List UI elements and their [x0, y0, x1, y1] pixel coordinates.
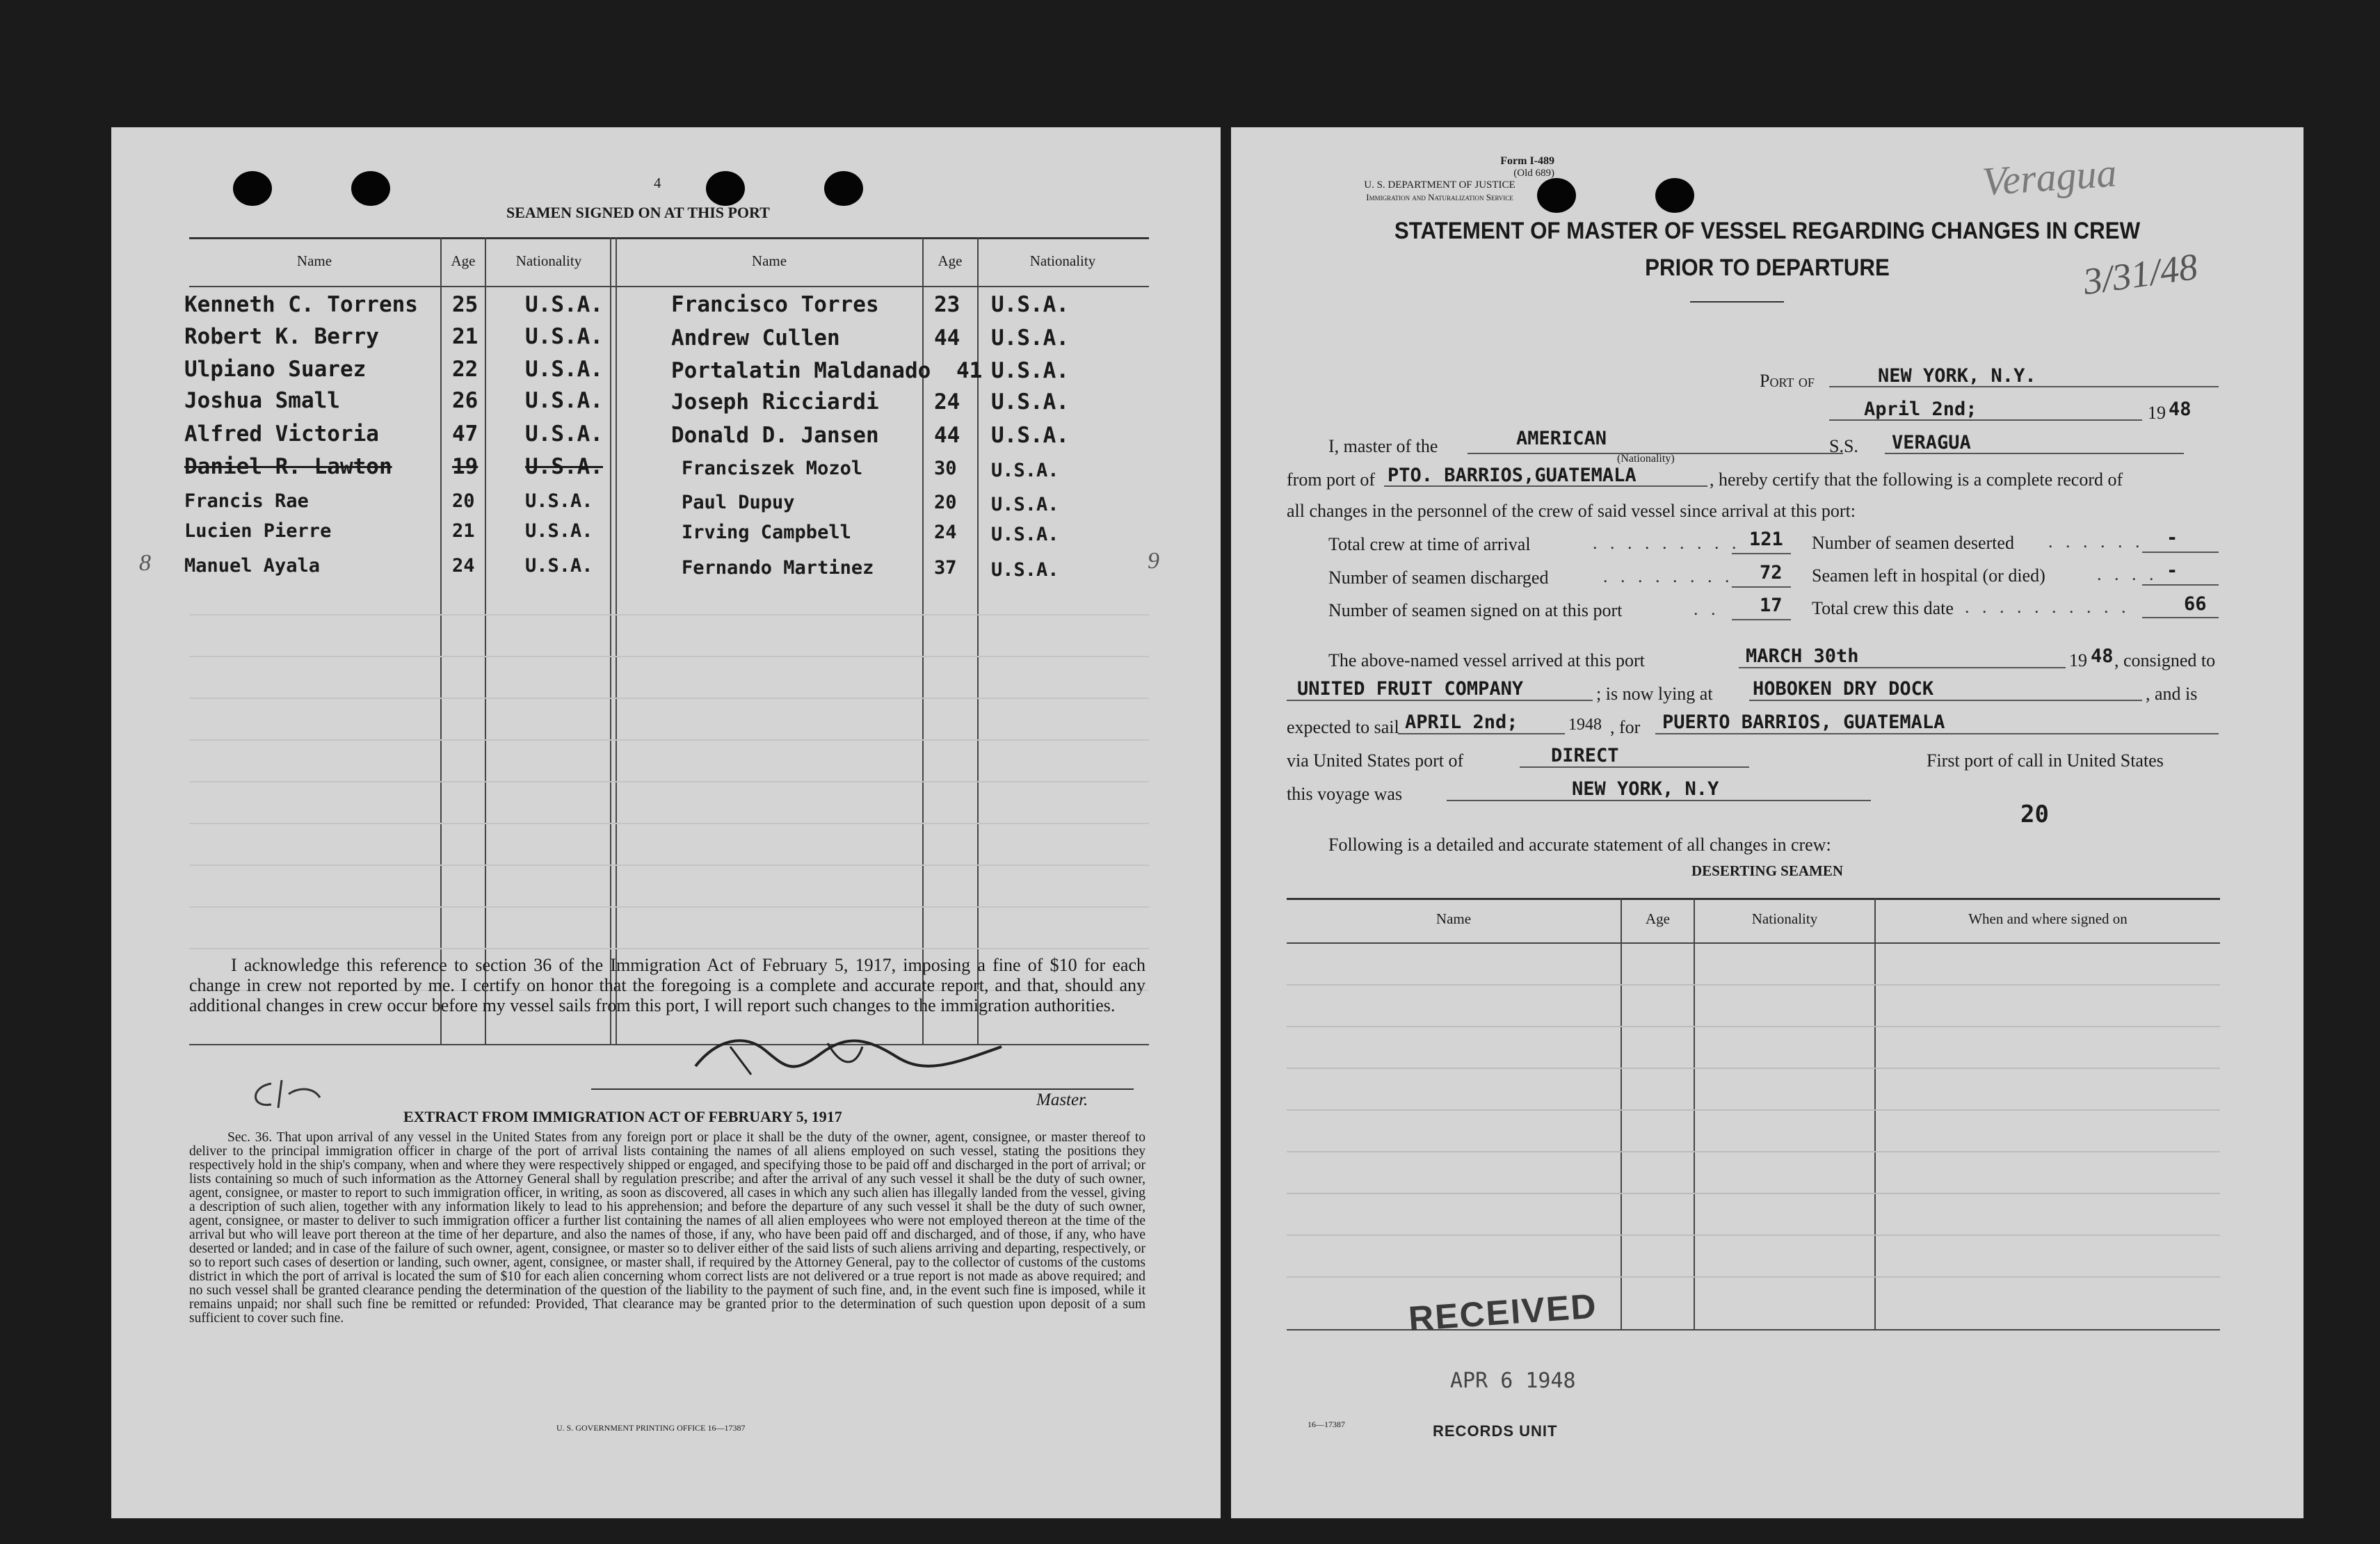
col-header-age: Age — [451, 252, 476, 269]
seaman-nationality: U.S.A. — [525, 357, 603, 382]
row-rule — [189, 948, 1149, 949]
year-value: 48 — [2169, 399, 2192, 420]
seaman-nationality: U.S.A. — [991, 460, 1059, 481]
column-rule — [485, 237, 486, 1044]
seaman-age: 22 — [452, 357, 479, 382]
records-unit-stamp: RECORDS UNIT — [1433, 1422, 1558, 1440]
stat-value: - — [2166, 560, 2178, 581]
table-top-rule — [189, 237, 1149, 239]
stat-value: 66 — [2184, 593, 2207, 615]
header-rule — [189, 286, 1149, 287]
seaman-age: 44 — [934, 325, 960, 351]
stat-label: Number of seamen discharged — [1328, 568, 1549, 588]
nationality-value: AMERICAN — [1516, 428, 1607, 449]
seaman-nationality: U.S.A. — [991, 423, 1069, 448]
field-underline — [1829, 419, 2142, 421]
col-header-age: Age — [1646, 910, 1670, 927]
form-title: STATEMENT OF MASTER OF VESSEL REGARDING CHANGES IN CREW — [1394, 218, 2141, 244]
column-rule — [1874, 898, 1876, 1329]
page-number: 4 — [654, 175, 661, 191]
port-of-label: Port of — [1760, 371, 1815, 391]
seaman-name: Manuel Ayala — [184, 555, 321, 577]
expected-label: expected to sail — [1287, 717, 1399, 737]
seaman-nationality: U.S.A. — [991, 524, 1059, 545]
seaman-name: Kenneth C. Torrens — [184, 292, 418, 317]
seaman-age: 20 — [452, 490, 475, 512]
seaman-name: Joseph Ricciardi — [671, 389, 879, 415]
sail-date: APRIL 2nd; — [1405, 711, 1518, 733]
seaman-age: 44 — [934, 423, 960, 448]
field-underline — [1885, 453, 2184, 454]
following-text: Following is a detailed and accurate statement of all changes in crew: — [1328, 835, 1831, 855]
row-rule — [189, 739, 1149, 741]
row-rule — [1287, 1235, 2220, 1236]
seaman-name: Franciszek Mozol — [682, 458, 863, 479]
punch-hole — [824, 171, 863, 206]
handwritten-vessel-name: Veragua — [1980, 150, 2118, 204]
handwritten-date: 3/31/48 — [2080, 245, 2201, 303]
col-header-name: Name — [296, 252, 332, 269]
nationality-caption: (Nationality) — [1617, 453, 1675, 465]
row-rule — [189, 698, 1149, 699]
leader-dots: . . . . — [2097, 564, 2158, 584]
certify-text: , hereby certify that the following is a complete record of — [1710, 469, 2123, 490]
leader-dots: . . . . . . . . . . — [1965, 597, 2130, 617]
stat-label: Total crew this date — [1812, 598, 1954, 618]
master-label: Master. — [1036, 1091, 1088, 1109]
seaman-age: 24 — [934, 389, 960, 415]
lying-at-value: HOBOKEN DRY DOCK — [1753, 678, 1934, 700]
seaman-name-struck: Daniel R. Lawton — [184, 454, 392, 479]
stat-label: Number of seamen signed on at this port — [1328, 600, 1623, 620]
row-rule — [189, 656, 1149, 657]
seaman-nationality: U.S.A. — [525, 324, 603, 349]
row-rule — [1287, 1068, 2220, 1069]
vessel-name: VERAGUA — [1892, 432, 1971, 453]
col-header-signed-on: When and where signed on — [1968, 910, 2128, 927]
seaman-age: 25 — [452, 292, 479, 317]
section-36-text: Sec. 36. That upon arrival of any vessel in the United States from any foreign port or place it shall be the duty of the owner, agent, consignee, or master thereof to deliver to the principal immigration officer in charge of the port of arrival lists containing the names of all aliens employed on such vessel, stating the positions they respectively hold in the ship's company, when and where they were respectively shipped or engaged, and specifying those to be paid off and discharged in the port of arrival; or lists containing so much of such information as the Attorney General shall by regulation prescribe; and after the arrival of any such vessel it shall be the duty of such owner, agent, consignee, or master to report to such immigration officer, in writing, as soon as discovered, all cases in which any such alien has illegally landed from the vessel, giving a description of such alien, together with any information likely to lead to his apprehension; and before the departure of any such vessel it shall be the duty of such owner, agent, consignee, or master to deliver to such immigration officer a further list containing the names of all alien employees who were not employed thereon at the time of the arrival but who will leave port thereon at the time of her departure, and also the names of those, if any, who have been paid off and discharged, and of those, if any, who have deserted or landed; and in case of the failure of such owner, agent, consignee, or master so to deliver either of the said lists of such aliens arriving and departing, respectively, or so to report such cases of desertion or landing, such owner, agent, consignee, or master shall, if required by the Attorney General, pay to the collector of customs of the customs district in which the port of arrival is located the sum of $10 for each alien concerning whom correct lists are not delivered or a true report is not made as above required; and no such vessel shall be granted clearance pending the determination of the question of the liability to the payment of such fine, and, in the event such fine is imposed, while it remains unpaid; nor shall such fine be remitted or refunded: Provided, That clearance may be granted prior to the determination of such question upon deposit of a sum sufficient to cover such fine. — [189, 1130, 1145, 1326]
signature-line — [591, 1088, 1134, 1090]
row-rule — [1287, 984, 2220, 986]
this-voyage-label: this voyage was — [1287, 784, 1403, 804]
seaman-nationality: U.S.A. — [525, 292, 603, 317]
row-rule — [1287, 1109, 2220, 1111]
punch-hole — [351, 171, 390, 206]
for-label: , for — [1610, 717, 1641, 737]
leader-dots: . . . . . . . . — [1603, 566, 1734, 586]
leader-dots: . . — [1694, 599, 1720, 619]
seaman-nationality-struck: U.S.A. — [525, 454, 603, 479]
seaman-age: 26 — [452, 388, 479, 413]
received-stamp: RECEIVED — [1407, 1286, 1599, 1339]
seaman-nationality: U.S.A. — [991, 292, 1069, 317]
col-header-age: Age — [938, 252, 963, 269]
seaman-name: Lucien Pierre — [184, 520, 332, 542]
arrived-year: 48 — [2091, 645, 2114, 667]
seaman-nationality: U.S.A. — [525, 421, 603, 447]
stat-label: Total crew at time of arrival — [1328, 534, 1531, 554]
stat-value: 72 — [1760, 562, 1783, 584]
seaman-age: 30 — [934, 458, 957, 479]
first-port-label: First port of call in United States — [1927, 750, 2164, 771]
seaman-nationality: U.S.A. — [525, 388, 603, 413]
stat-value: 121 — [1749, 529, 1783, 550]
stat-value: 17 — [1760, 595, 1783, 616]
margin-mark: 9 — [1148, 548, 1159, 574]
sail-year: 1948 — [1568, 716, 1602, 734]
seaman-age: 24 — [452, 555, 475, 577]
column-rule — [610, 237, 611, 1044]
margin-mark: 8 — [139, 550, 151, 576]
seaman-name: Irving Campbell — [682, 522, 851, 543]
seaman-nationality: U.S.A. — [991, 494, 1059, 515]
leader-dots: . . . . . . . . . — [1593, 533, 1741, 553]
consignee-value: UNITED FRUIT COMPANY — [1297, 678, 1524, 700]
field-underline — [2142, 617, 2219, 618]
col-header-nationality: Nationality — [1029, 252, 1096, 269]
row-rule — [189, 781, 1149, 782]
seaman-name: Fernando Martinez — [682, 557, 874, 579]
seaman-name: Portalatin Maldanado — [671, 358, 931, 383]
seaman-name: Francis Rae — [184, 490, 309, 512]
seaman-age: 24 — [934, 522, 957, 543]
arrived-label: The above-named vessel arrived at this port — [1328, 650, 1645, 670]
seaman-name: Robert K. Berry — [184, 324, 379, 349]
column-rule — [616, 237, 617, 1044]
title-rule — [1690, 301, 1784, 303]
via-label: via United States port of — [1287, 750, 1464, 771]
year-prefix: 19 — [2148, 403, 2166, 423]
stat-label: Number of seamen deserted — [1812, 533, 2014, 553]
seaman-age-struck: 19 — [452, 454, 479, 479]
field-underline — [2142, 552, 2219, 553]
seaman-name: Alfred Victoria — [184, 421, 379, 447]
received-date-stamp: APR 6 1948 — [1450, 1369, 1576, 1393]
year-prefix: 19 — [2069, 650, 2087, 670]
form-number: Form I-489 — [1500, 155, 1554, 167]
margin-number: 20 — [2020, 801, 2049, 828]
field-underline — [1732, 619, 1791, 620]
printer-line: 16—17387 — [1308, 1420, 1345, 1429]
via-port-value: DIRECT — [1551, 745, 1619, 766]
seaman-name: Ulpiano Suarez — [184, 357, 367, 382]
right-page — [1231, 127, 2303, 1518]
port-of-value: NEW YORK, N.Y. — [1878, 365, 2036, 387]
seaman-age: 21 — [452, 520, 475, 542]
field-underline — [1732, 553, 1791, 554]
arrived-date: MARCH 30th — [1746, 645, 1859, 667]
seaman-name: Andrew Cullen — [671, 325, 840, 351]
seaman-age: 20 — [934, 492, 957, 513]
field-underline — [1398, 733, 1565, 734]
seaman-name: Joshua Small — [184, 388, 340, 413]
row-rule — [1287, 1276, 2220, 1278]
col-header-name: Name — [751, 252, 787, 269]
seaman-name: Paul Dupuy — [682, 492, 795, 513]
acknowledgement-text: I acknowledge this reference to section 36 of the Immigration Act of February 5, 1917, imposing a fine of $10 for each change in crew not reported by me. I certify on honor that the foregoing is a complete and accurate report, and that, should any additional changes in crew occur before my vessel sails from this port, I will report such changes to the immigration authorities. — [189, 955, 1145, 1015]
field-underline — [1655, 733, 2219, 734]
row-rule — [189, 614, 1149, 616]
seaman-name: Francisco Torres — [671, 292, 879, 317]
deserting-title: DESERTING SEAMEN — [1691, 862, 1844, 879]
master-signature — [689, 1026, 1015, 1081]
left-page — [111, 127, 1221, 1518]
date-value: April 2nd; — [1864, 399, 1977, 420]
seaman-nationality: U.S.A. — [991, 559, 1059, 581]
seaman-nationality: U.S.A. — [991, 358, 1069, 383]
section-title: SEAMEN SIGNED ON AT THIS PORT — [506, 204, 770, 221]
row-rule — [1287, 1151, 2220, 1152]
column-rule — [1621, 898, 1622, 1329]
ss-label: S.S. — [1829, 436, 1858, 456]
seaman-nationality: U.S.A. — [991, 325, 1069, 351]
field-underline — [1829, 386, 2219, 387]
field-underline — [1447, 800, 1871, 801]
punch-hole — [706, 171, 745, 206]
seaman-name: Donald D. Jansen — [671, 423, 879, 448]
stat-label: Seamen left in hospital (or died) — [1812, 565, 2045, 586]
and-is-text: , and is — [2146, 684, 2198, 704]
department-name: U. S. DEPARTMENT OF JUSTICE — [1364, 179, 1515, 191]
first-port-value: NEW YORK, N.Y — [1572, 778, 1719, 800]
form-old-number: (Old 689) — [1513, 168, 1554, 179]
header-rule — [1287, 942, 2220, 944]
field-underline — [2142, 584, 2219, 586]
seaman-age: 47 — [452, 421, 479, 447]
col-header-nationality: Nationality — [515, 252, 582, 269]
row-rule — [189, 906, 1149, 908]
lying-label: ; is now lying at — [1596, 684, 1713, 704]
row-rule — [189, 823, 1149, 824]
form-subtitle: PRIOR TO DEPARTURE — [1645, 255, 1890, 281]
initials-handwriting — [243, 1073, 327, 1115]
destination-value: PUERTO BARRIOS, GUATEMALA — [1662, 711, 1945, 733]
master-of-label: I, master of the — [1328, 436, 1438, 456]
row-rule — [1287, 1026, 2220, 1027]
field-underline — [1749, 700, 2142, 701]
stat-value: - — [2166, 527, 2178, 549]
table-top-rule — [1287, 898, 2220, 900]
field-underline — [1520, 766, 1749, 768]
punch-hole — [1655, 178, 1694, 213]
field-underline — [1287, 700, 1593, 701]
seaman-age: 37 — [934, 557, 957, 579]
field-underline — [1739, 667, 2066, 668]
service-name: Immigration and Naturalization Service — [1366, 192, 1513, 202]
col-header-name: Name — [1436, 910, 1472, 927]
seaman-age: 23 — [934, 292, 960, 317]
extract-title: EXTRACT FROM IMMIGRATION ACT OF FEBRUARY 5, 1917 — [403, 1108, 842, 1125]
seaman-nationality: U.S.A. — [525, 520, 593, 542]
from-port-label: from port of — [1287, 469, 1376, 490]
row-rule — [189, 865, 1149, 866]
seaman-nationality: U.S.A. — [525, 555, 593, 577]
field-underline — [1384, 485, 1707, 487]
seaman-age: 21 — [452, 324, 479, 349]
seaman-age: 41 — [956, 358, 983, 383]
column-rule — [440, 237, 442, 1044]
row-rule — [1287, 1193, 2220, 1194]
field-underline — [1732, 586, 1791, 588]
printer-line: U. S. GOVERNMENT PRINTING OFFICE 16—17387 — [556, 1423, 746, 1433]
leader-dots: . . . . . . — [2048, 531, 2144, 552]
consigned-label: , consigned to — [2114, 650, 2216, 670]
column-rule — [1694, 898, 1695, 1329]
from-port-value: PTO. BARRIOS,GUATEMALA — [1388, 465, 1637, 486]
punch-hole — [233, 171, 272, 206]
seaman-nationality: U.S.A. — [525, 490, 593, 512]
col-header-nationality: Nationality — [1751, 910, 1818, 927]
seaman-nationality: U.S.A. — [991, 389, 1069, 415]
all-changes-text: all changes in the personnel of the crew of said vessel since arrival at this port: — [1287, 501, 1856, 521]
